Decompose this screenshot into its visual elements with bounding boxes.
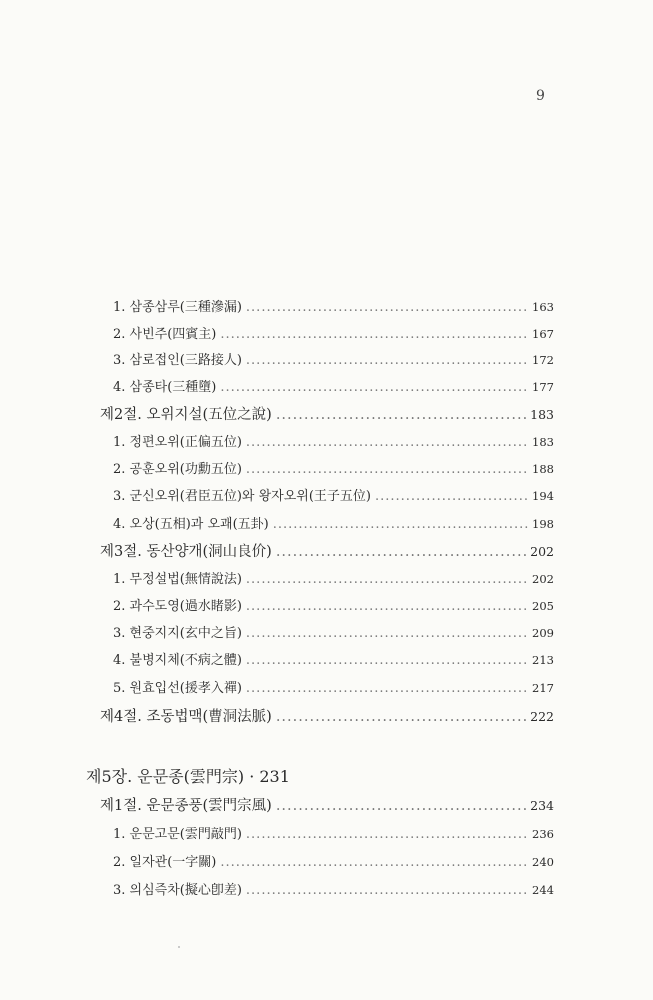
toc-entry[interactable] (113, 458, 554, 477)
toc-entry-page: 209 (532, 626, 554, 640)
toc-entry-label: 3. 현중지지(玄中之旨) (113, 626, 242, 641)
dot-leader (246, 626, 528, 641)
toc-entry-label: 4. 삼종타(三種墮) (113, 380, 217, 395)
toc-section-entry[interactable] (100, 540, 554, 561)
toc-entry-label: 4. 불병지체(不病之體) (113, 653, 242, 668)
dot-leader (276, 798, 526, 814)
dot-leader (246, 300, 528, 315)
dot-leader (246, 883, 528, 898)
toc-entry-label: 2. 공훈오위(功勳五位) (113, 462, 242, 477)
dot-leader (246, 572, 528, 587)
toc-entry-label: 1. 정편오위(正偏五位) (113, 435, 242, 450)
toc-entry-page: 167 (532, 327, 554, 341)
dot-leader (246, 435, 528, 450)
dot-leader (246, 681, 528, 696)
toc-section-label: 제2절. 오위지설(五位之說) (100, 407, 272, 423)
toc-section-label: 제3절. 동산양개(洞山良价) (100, 544, 272, 560)
toc-entry[interactable] (113, 485, 554, 504)
toc-entry[interactable] (113, 677, 554, 696)
dot-leader (220, 380, 528, 395)
toc-entry-label: 5. 원효입선(援孝入禪) (113, 681, 242, 696)
dot-leader (246, 599, 528, 614)
toc-entry-page: 198 (532, 517, 554, 531)
toc-entry[interactable] (113, 568, 554, 587)
toc-entry[interactable] (113, 879, 554, 898)
toc-entry-page: 183 (530, 407, 554, 422)
toc-entry[interactable] (113, 296, 554, 315)
toc-entry[interactable] (113, 823, 554, 842)
dot-leader (276, 544, 526, 560)
toc-entry[interactable] (113, 323, 554, 342)
toc-entry-page: 217 (532, 681, 554, 695)
toc-entry-page: 188 (532, 462, 554, 476)
toc-entry[interactable] (113, 649, 554, 668)
toc-entry-label: 1. 무정설법(無情說法) (113, 572, 242, 587)
toc-entry-page: 234 (530, 798, 554, 813)
toc-entry-page: 163 (532, 300, 554, 314)
dot-leader (375, 489, 528, 504)
toc-entry-page: 202 (530, 544, 554, 559)
toc-section-label: 제4절. 조동법맥(曹洞法脈) (100, 709, 272, 725)
toc-entry-page: 194 (532, 489, 554, 503)
toc-entry-page: 236 (532, 827, 554, 841)
dot-leader (276, 709, 526, 725)
toc-entry-label: 1. 삼종삼루(三種滲漏) (113, 300, 242, 315)
paper-speck (178, 946, 180, 948)
dot-leader (246, 353, 528, 368)
toc-entry-label: 3. 삼로접인(三路接人) (113, 353, 242, 368)
toc-entry-page: 213 (532, 653, 554, 667)
toc-entry-page: 183 (532, 435, 554, 449)
toc-entry[interactable] (113, 622, 554, 641)
toc-section-label: 제1절. 운문종풍(雲門宗風) (100, 798, 272, 814)
toc-section-entry[interactable] (100, 705, 554, 726)
page-number: 9 (536, 88, 545, 104)
toc-entry[interactable] (113, 376, 554, 395)
dot-leader (220, 327, 528, 342)
toc-entry-page: 222 (530, 709, 554, 724)
toc-entry-label: 2. 사빈주(四賓主) (113, 327, 217, 342)
toc-section-entry[interactable] (100, 794, 554, 815)
toc-entry-label: 1. 운문고문(雲門敲門) (113, 827, 242, 842)
toc-section-entry[interactable] (100, 403, 554, 424)
dot-leader (246, 462, 528, 477)
toc-entry[interactable] (113, 851, 554, 870)
toc-entry-page: 172 (532, 353, 554, 367)
toc-entry-label: 2. 일자관(一字關) (113, 855, 217, 870)
toc-entry[interactable] (113, 431, 554, 450)
dot-leader (246, 653, 528, 668)
dot-leader (220, 855, 528, 870)
toc-entry-label: 3. 의심즉차(擬心卽差) (113, 883, 242, 898)
toc-entry-label: 3. 군신오위(君臣五位)와 왕자오위(王子五位) (113, 489, 371, 504)
toc-entry[interactable] (113, 513, 554, 532)
dot-leader (276, 407, 526, 423)
toc-entry-page: 205 (532, 599, 554, 613)
toc-entry[interactable] (113, 595, 554, 614)
chapter-heading[interactable]: 제5장. 운문종(雲門宗) · 231 (86, 767, 290, 786)
toc-entry-page: 244 (532, 883, 554, 897)
toc-entry-page: 240 (532, 855, 554, 869)
dot-leader (246, 827, 528, 842)
toc-entry-page: 177 (532, 380, 554, 394)
toc-entry-page: 202 (532, 572, 554, 586)
toc-entry-label: 2. 과수도영(過水睹影) (113, 599, 242, 614)
dot-leader (273, 517, 528, 532)
toc-entry-label: 4. 오상(五相)과 오괘(五卦) (113, 517, 269, 532)
toc-entry[interactable] (113, 349, 554, 368)
